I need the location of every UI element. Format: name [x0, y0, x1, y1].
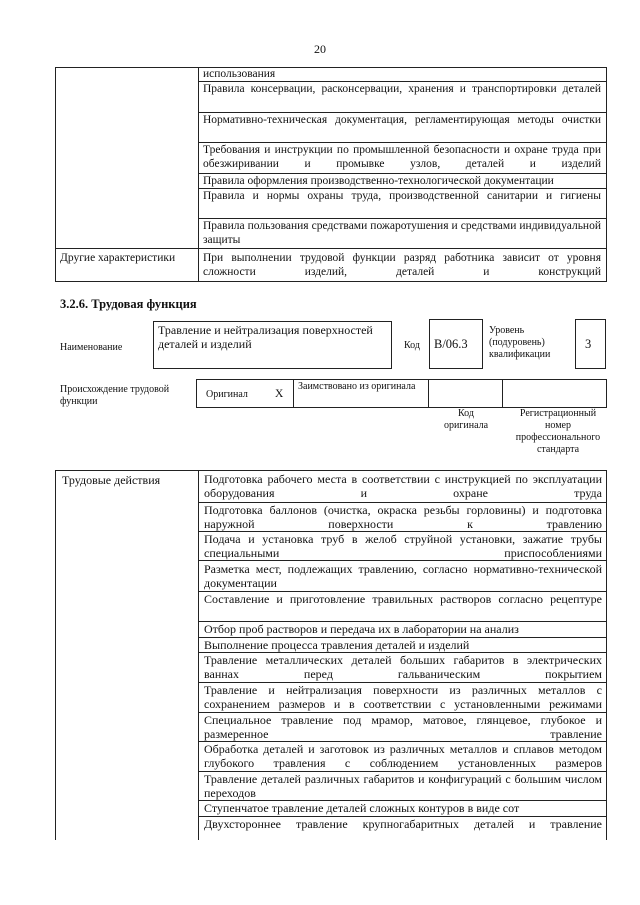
origin-label: Происхождение трудовой функции — [60, 384, 170, 407]
action-item: Травление деталей различных габаритов и конфигураций с большим числом переходов — [204, 772, 602, 800]
action-item: Составление и приготовление травильных растворов согласно рецептуре — [204, 592, 602, 606]
other-characteristics-label: Другие характеристики — [60, 252, 176, 264]
action-item: Выполнение процесса травления деталей и изделий — [204, 638, 470, 652]
name-label: Наименование — [60, 342, 123, 353]
action-item: Травление и нейтрализация поверхности из различных металлов с сохранением размеров и в соответствии с установленными режимами — [204, 683, 602, 711]
action-item: Травление металлических деталей больших габаритов в электрических ваннах перед гальваническим покрытием — [204, 653, 602, 681]
top-row-5: Правила оформления производственно-технологической документации — [203, 175, 554, 187]
top-row-2: Правила консервации, расконсервации, хранения и транспортировки деталей — [203, 83, 601, 95]
actions-label: Трудовые действия — [62, 473, 161, 487]
level-label: Уровень (подуровень) квалификации — [489, 325, 551, 360]
code-label: Код — [404, 340, 420, 351]
action-item: Специальное травление под мрамор, матовое, глянцевое, глубокое и размеренное травление — [204, 713, 602, 741]
reg-number-caption: Регистрационный номер профессионального стандарта — [515, 408, 601, 455]
action-item: Отбор проб растворов и передача их в лаборатории на анализ — [204, 622, 519, 636]
code-value: В/06.3 — [434, 337, 468, 351]
original-label: Оригинал — [206, 389, 248, 400]
original-mark: X — [275, 388, 284, 400]
top-row-4: Требования и инструкции по промышленной безопасности и охране труда при обезжиривании и промывке узлов, деталей и изделий — [203, 144, 601, 170]
action-item: Ступенчатое травление деталей сложных контуров в виде сот — [204, 801, 520, 815]
page-number: 20 — [314, 42, 326, 56]
top-row-3: Нормативно-техническая документация, регламентирующая методы очистки — [203, 114, 601, 126]
action-item: Подготовка баллонов (очистка, окраска резьбы горловины) и подготовка наружной поверхности к травлению — [204, 503, 602, 531]
action-item: Обработка деталей и заготовок из различных металлов и сплавов методом глубокого травления с соблюдением установленных размеров — [204, 742, 602, 770]
top-row-7: Правила пользования средствами пожаротушения и средствами индивидуальной защиты — [203, 220, 601, 246]
section-title: 3.2.6. Трудовая функция — [60, 297, 197, 311]
code-original-caption: Код оригинала — [443, 408, 489, 431]
borrowed-label: Заимствовано из оригинала — [298, 381, 416, 392]
level-value: 3 — [585, 337, 592, 351]
top-row-1: использования — [203, 68, 276, 80]
other-characteristics-text: При выполнении трудовой функции разряд работника зависит от уровня сложности изделий, деталей и конструкций — [203, 252, 601, 278]
name-value: Травление и нейтрализация поверхностей деталей и изделий — [158, 323, 373, 351]
action-item: Двухстороннее травление крупногабаритных деталей и травление — [204, 817, 602, 831]
top-row-6: Правила и нормы охраны труда, производственной санитарии и гигиены — [203, 190, 601, 202]
action-item: Подача и установка труб в желоб струйной установки, зажатие трубы специальными приспособлениями — [204, 532, 602, 560]
action-item: Разметка мест, подлежащих травлению, согласно нормативно-технической документации — [204, 562, 602, 590]
action-item: Подготовка рабочего места в соответствии с инструкцией по эксплуатации оборудования и охране труда — [204, 472, 602, 500]
